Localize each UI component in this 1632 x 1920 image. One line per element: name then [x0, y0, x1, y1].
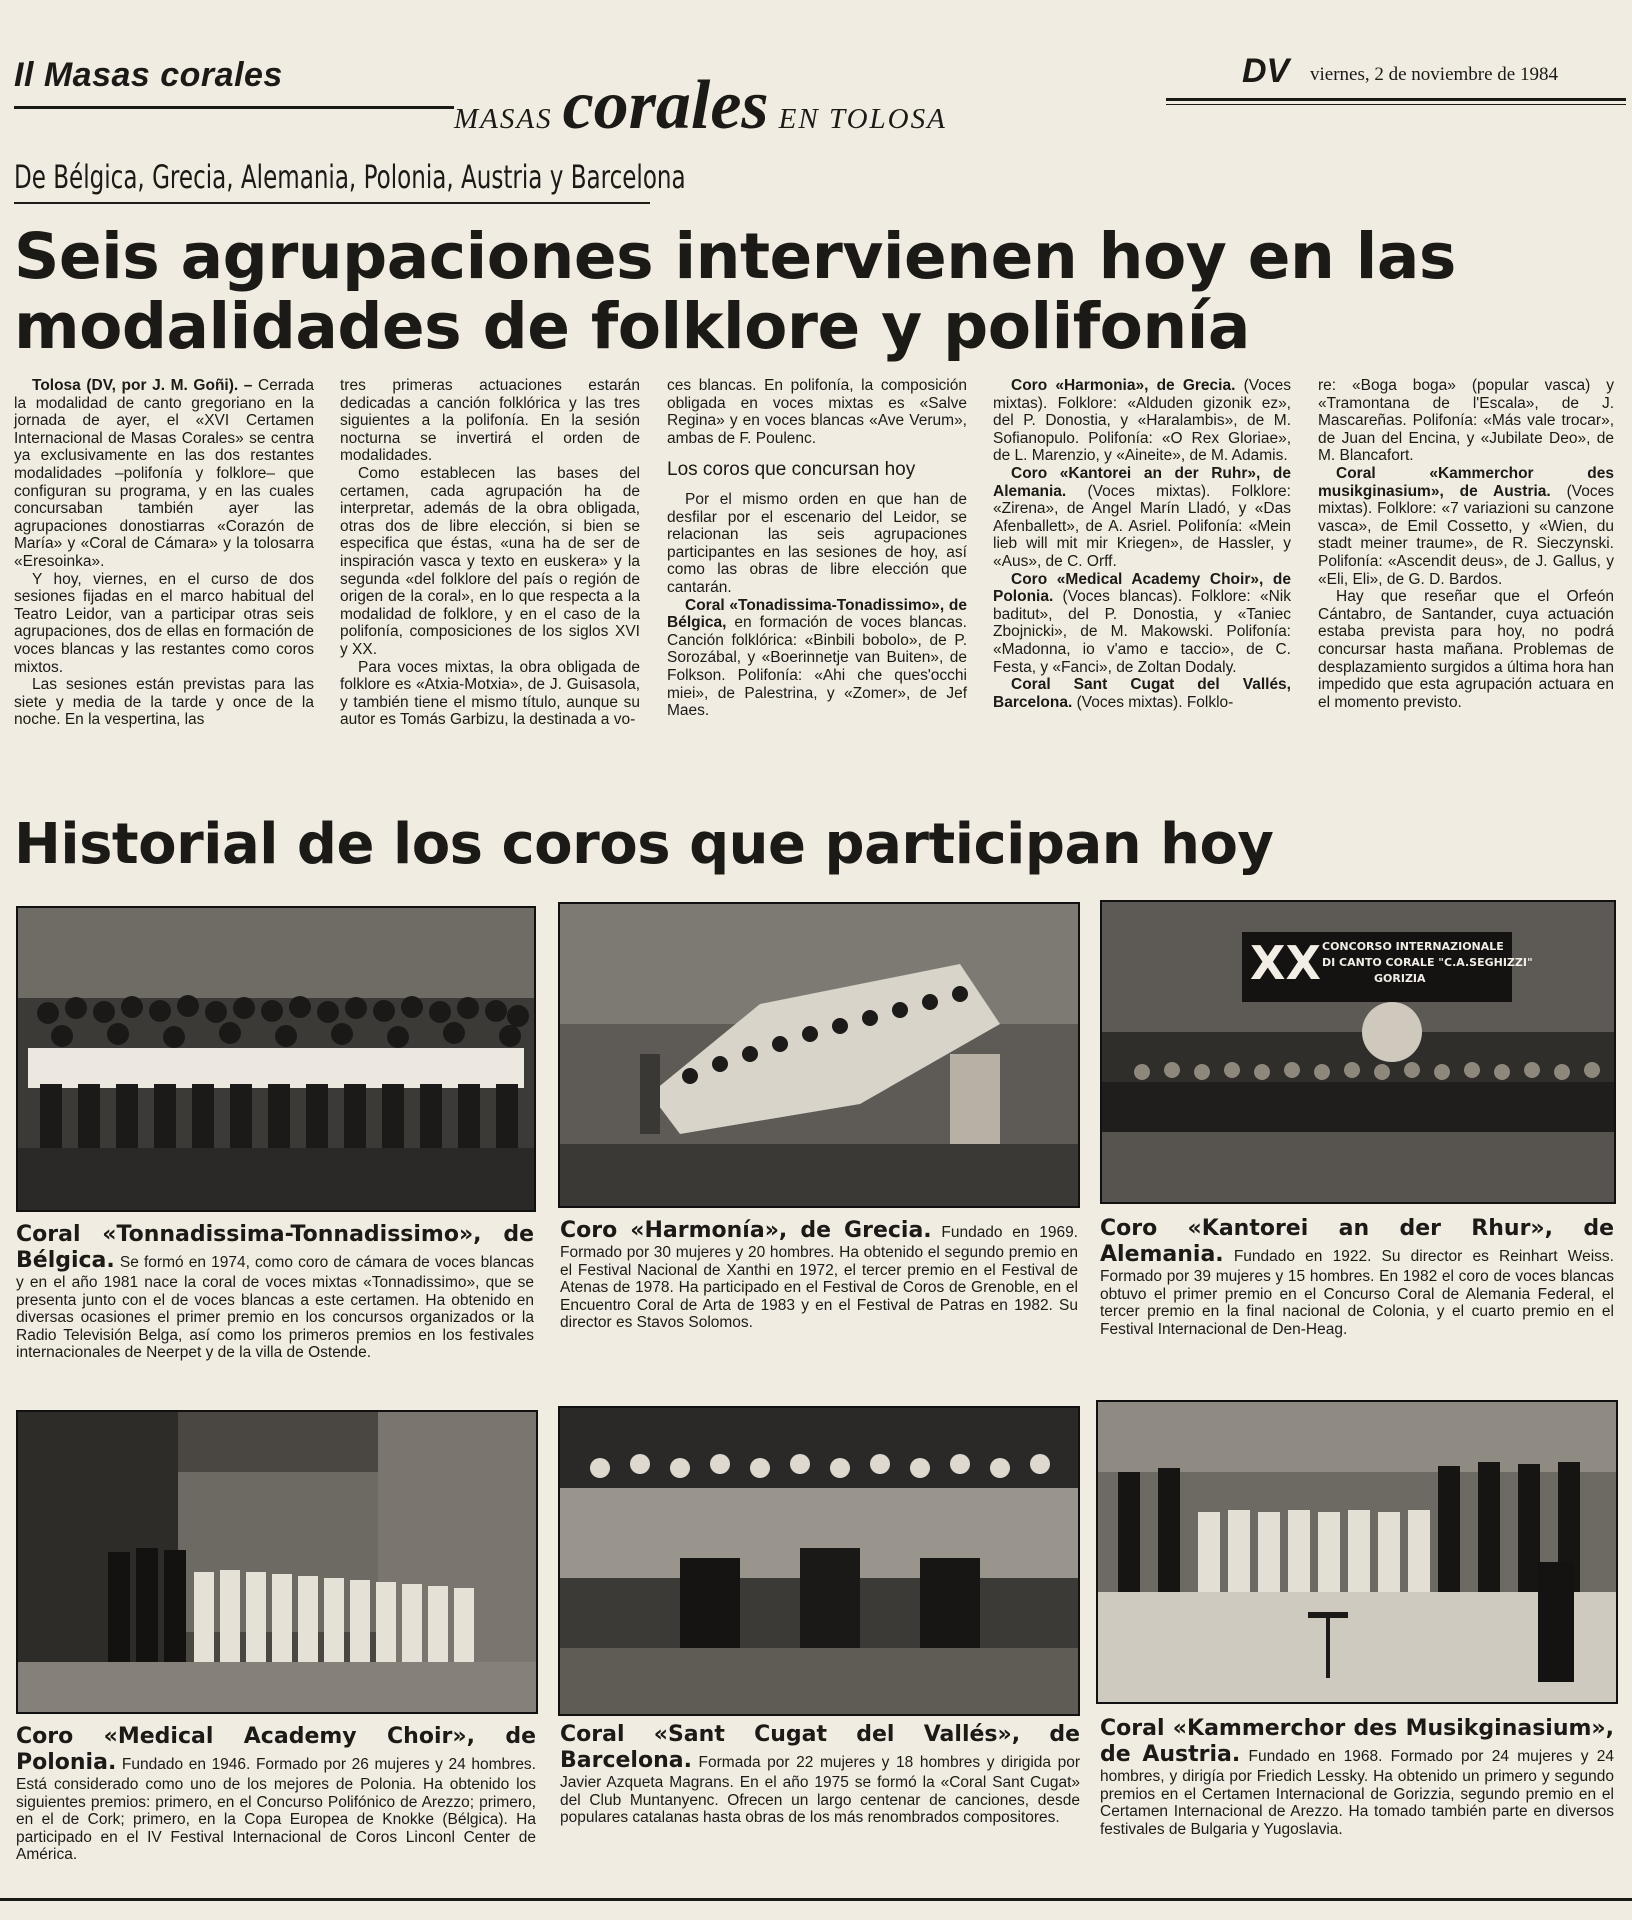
headline: Seis agrupaciones intervienen hoy en las modalidades de folklore y polifonía [14, 220, 1456, 363]
section-banner [454, 66, 947, 144]
paragraph-text: Las sesiones están previstas para las siete y media de la tarde y once de la noche. En la vespertina, las [14, 676, 314, 729]
paragraph-lead: Coro «Medical Academy Choir», de Polonia. [993, 570, 1291, 606]
secondary-headline: Historial de los coros que participan hoy [14, 812, 1274, 877]
banner-big: corales [562, 67, 769, 144]
paper-logo: DV [1242, 52, 1290, 90]
paragraph-text: (Voces mixtas). Folklore: «Alduden gizonik ez», del P. Donostia, y «Haralambis», de M. Sofianopulo. Polifonía: «O Rex Gloriae», de L. Marenzio, y «Aineite», de M. Adamis. [993, 377, 1291, 465]
caption-title: Coral «Sant Cugat del Vallés», de Barcelona. [560, 1722, 1080, 1773]
photo-banner-text [1244, 934, 1533, 1000]
header-rule-right [1166, 98, 1626, 101]
paragraph [667, 491, 967, 597]
paragraph-text: Cerrada la modalidad de canto gregoriano en la jornada de ayer, el «XVI Certamen Internacional de Masas Corales» se centra ya exclusivamente en las dos restantes modalidades –polifonía y folklore– que configuran su programa, y en las cuales concursaban también ayer las agrupaciones donostiarras «Corazón de María» y «Coral de Cámara» y la tolosarra «Eresoinka». [14, 377, 314, 570]
paragraph [993, 377, 1291, 465]
paragraph [14, 377, 314, 571]
caption-greece [560, 1218, 1078, 1332]
banner-right: EN TOLOSA [778, 103, 947, 135]
paragraph-lead: Coral «Tonadissima-Tonadissimo», de Bélgica, [667, 596, 967, 632]
paragraph-text: Por el mismo orden en que han de desfilar por el escenario del Leidor, se relacionan las seis agrupaciones participantes en las sesiones de hoy, así como las obras de libre elección que cantarán. [667, 490, 967, 596]
caption-text: Fundado en 1969. Formado por 30 mujeres y 20 hombres. Ha obtenido el segundo premio en el Festival Nacional de Xanthi en 1972, el tercer premio en el Festival de Atenas de 1978. Ha participado en el Festival de Coros de Grenoble, en el Encuentro Coral de Arta de 1983 y en el Festival de Patras en 1982. Su director es Stavos Solomos. [560, 1224, 1078, 1332]
photo-austria-choir [1096, 1400, 1618, 1704]
paragraph-text: en formación de voces blancas. Canción folklórica: «Binbili bobolo», de P. Sorozábal, y «Boerinnetje van Buiten», de Folkson. Polifonía: «Ahi che ques'occhi miei», de Palestrina, y «Zomer», de Jef Maes. [667, 614, 967, 720]
paragraph-lead: Coro «Harmonia», de Grecia. [1011, 377, 1236, 394]
caption-belgium [16, 1222, 534, 1362]
banner-line1: CONCORSO INTERNAZIONALE [1322, 940, 1504, 953]
bottom-rule [0, 1898, 1632, 1901]
caption-germany [1100, 1216, 1614, 1338]
subheading: Los coros que concursan hoy [667, 459, 916, 481]
paragraph-text: (Voces mixtas). Folklore: «7 variazioni su canzone vasca», de Emil Cossetto, y «Wien, du stadt meiner traume», de R. Sieczynski. Polifonía: «Ascendit deus», de J. Gallus, y «Eli, Eli», de G. D. Bardos. [1318, 482, 1614, 588]
photo-barcelona-choir [558, 1406, 1080, 1716]
paragraph: Para voces mixtas, la obra obligada de folklore es «Atxia-Motxia», de J. Guisasola, y también tiene el mismo título, aunque su autor es Tomás Garbizu, la destinada a vo- [340, 658, 640, 729]
photo-greece-choir [558, 902, 1080, 1208]
paragraph-lead: Coral Sant Cugat del Vallés, Barcelona. [993, 676, 1291, 711]
banner-left: MASAS [454, 103, 553, 135]
paragraph: Como establecen las bases del certamen, cada agrupación ha de interpretar, además de la obra obligada, otras dos de libre elección, si bien se especifica que éstas, «una ha de ser de inspiración vasca y texto en euskera» y la segunda «del folklore del país o región de origen de la coral», en lo que respecta a la modalidad de folklore, y en el caso de la polifonía, composiciones de los siglos XVI y XX. [340, 464, 640, 658]
caption-title: Coro «Harmonía», de Grecia. [560, 1218, 932, 1243]
caption-text: Se formó en 1974, como coro de cámara de voces blancas y en el año 1981 nace la coral de voces mixtas «Tonnadissimo», que se presenta junto con el de voces blancas a este certamen. Ha obtenido en diversas ocasiones el primer premio en los concursos organizados or la Radio Televisión Belga, así como los primeros premios en los festivales internacionales de Neerpet y de la villa de Ostende. [16, 1254, 534, 1362]
paragraph [1318, 465, 1614, 588]
paragraph [667, 597, 967, 720]
kicker: De Bélgica, Grecia, Alemania, Polonia, Austria y Barcelona [14, 158, 686, 196]
banner-line3: GORIZIA [1374, 972, 1426, 985]
paragraph [993, 465, 1291, 571]
caption-title: Coral «Tonnadissima-Tonnadissimo», de Bélgica. [16, 1222, 534, 1273]
paragraph-text: Hay que reseñar que el Orfeón Cántabro, de Santander, cuya actuación estaba prevista para hoy, no podrá concursar hasta mañana. Problemas de desplazamiento surgidos a última hora han impedido que esta agrupación actuara en el momento previsto. [1318, 588, 1614, 711]
photo-poland-choir [16, 1410, 538, 1714]
paragraph: tres primeras actuaciones estarán dedicadas a canción folklórica y las tres siguientes a la polifonía. En la sesión nocturna se invertirá el orden de modalidades. [340, 377, 640, 465]
header-rule-left [14, 106, 454, 109]
caption-title: Coro «Kantorei an der Rhur», de Alemania. [1100, 1216, 1614, 1267]
header-rule-right-2 [1166, 104, 1626, 105]
caption-poland [16, 1724, 536, 1864]
kicker-underline [14, 202, 650, 204]
paragraph: ces blancas. En polifonía, la composición obligada en voces mixtas es «Salve Regina» y en voces blancas «Ave Verum», ambas de F. Poulenc. [667, 377, 967, 447]
paragraph [14, 571, 314, 677]
article-column-5 [1318, 377, 1614, 711]
caption-title: Coro «Medical Academy Choir», de Polonia. [16, 1724, 536, 1775]
photo-belgium-choir [16, 906, 536, 1212]
caption-text: Formada por 22 mujeres y 18 hombres y dirigida por Javier Azqueta Magrans. En el año 1975 se formó la «Coral Sant Cugat» del Club Muntanyenc. Ofrecen un largo centenar de canciones, desde populares catalanas hasta obras de los más renombrados compositores. [560, 1754, 1080, 1827]
caption-austria [1100, 1716, 1614, 1838]
paragraph-text: (Voces mixtas). Folklo- [1072, 693, 1234, 711]
section-label: Il Masas corales [14, 56, 283, 94]
paragraph-lead: Coro «Kantorei an der Ruhr», de Alemania. [993, 464, 1291, 500]
photo-germany-choir [1100, 900, 1616, 1204]
paragraph [993, 676, 1291, 711]
paragraph [14, 676, 314, 729]
article-column-3 [667, 377, 967, 720]
caption-title: Coral «Kammerchor des Musikginasium», de Austria. [1100, 1716, 1614, 1767]
article-column-4 [993, 377, 1291, 711]
caption-text: Fundado en 1946. Formado por 26 mujeres y 24 hombres. Está considerado como uno de los mejores de Polonia. Ha obtenido los siguientes premios: primero, en el Concurso Polifónico de Arezzo; primero, en el de Cork; primero, en la Copa Europea de Knokke (Bélgica). Ha participado en el IV Festival Internacional de Coros Linconl Center de América. [16, 1756, 536, 1864]
caption-text: Fundado en 1968. Formado por 24 mujeres y 24 hombres, y dirigía por Friedich Lessky. Ha obtenido un primero y segundo premios en el Certamen Internacional de Gorizzia, segundo premio en el Certamen Internacional de Arezzo. Ha tomado también parte en diversos festivales de Bulgaria y Yugoslavia. [1100, 1748, 1614, 1838]
date-line: viernes, 2 de noviembre de 1984 [1310, 64, 1558, 85]
article-column-1 [14, 377, 314, 729]
paragraph [1318, 377, 1614, 465]
paragraph [1318, 588, 1614, 711]
paragraph-text: (Voces mixtas). Folklore: «Zirena», de Angel Marín Lladó, y «Das Afenballett», de A. Asriel. Polifonía: «Mein lieb will mit mir Kriegen», de Hassler, y «Aus», de C. Orff. [993, 482, 1291, 570]
caption-text: Fundado en 1922. Su director es Reinhart Weiss. Formado por 39 mujeres y 15 hombres. En 1982 el coro de voces blancas obtuvo el primer premio en el Concurso Coral de Alemania Federal, el tercer premio en la final nacional de Colonia, y el cuarto premio en el Festival Internacional de Den-Heag. [1100, 1248, 1614, 1338]
banner-line2: DI CANTO CORALE "C.A.SEGHIZZI" [1322, 956, 1533, 969]
caption-barcelona [560, 1722, 1080, 1827]
paragraph-text: Y hoy, viernes, en el curso de dos sesiones fijadas en el marco habitual del Teatro Leidor, van a participar otras seis agrupaciones, dos de ellas en formación de voces blancas y las restantes como coros mixtos. [14, 570, 314, 676]
paragraph-lead: Tolosa (DV, por J. M. Goñi). – [32, 377, 253, 394]
banner-roman: XX [1250, 936, 1321, 990]
paragraph-text: re: «Boga boga» (popular vasca) y «Tramontana de l'Escala», de J. Mascareñas. Polifonía: «Más vale trocar», de Juan del Encina, y «Jubilate Deo», de M. Blancafort. [1318, 377, 1614, 465]
paragraph-text: (Voces blancas). Folklore: «Nik baditut», del P. Donostia, y «Taniec Zbojnicki», de M. Makowski. Polifonía: «Madonna, io v'amo e taccio», de C. Festa, y «Fanci», de Zoltan Dodaly. [993, 588, 1291, 676]
article-column-2 [340, 377, 640, 729]
paragraph [993, 571, 1291, 677]
paragraph-lead: Coral «Kammerchor des musikginasium», de Austria. [1318, 464, 1614, 500]
